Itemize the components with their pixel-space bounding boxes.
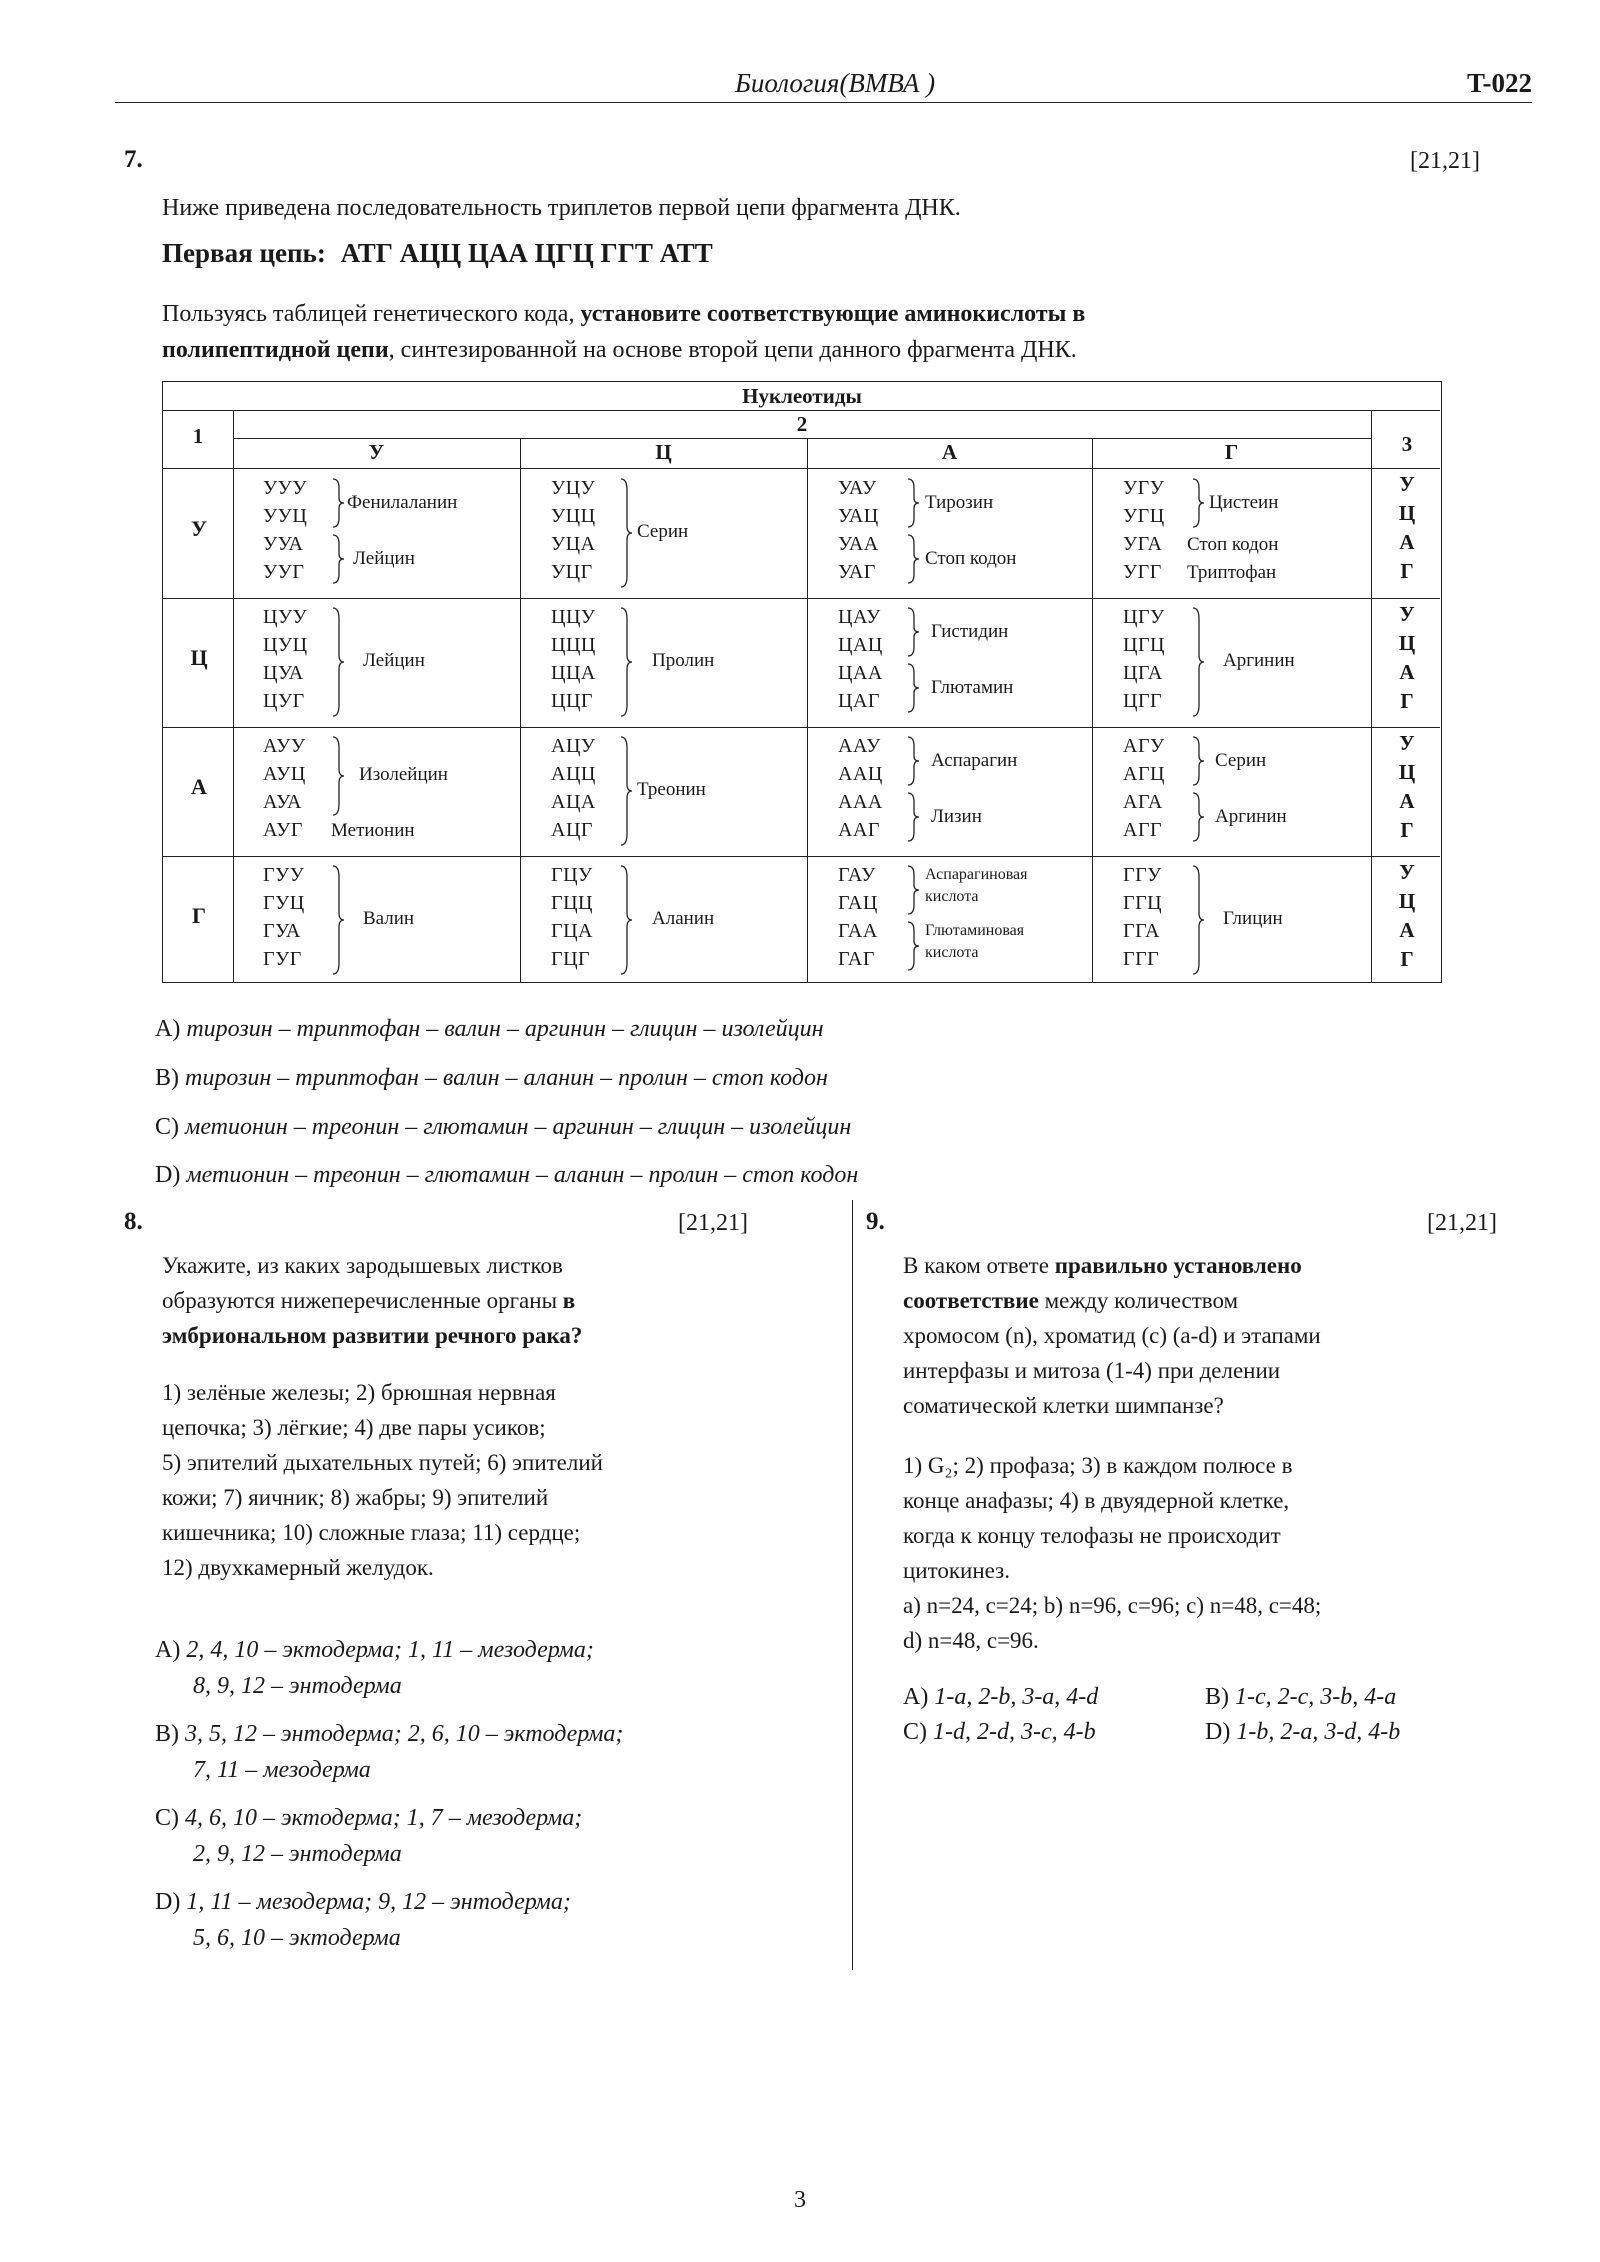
first-base-a: А [191, 774, 207, 799]
question-line: интерфазы и митоза (1-4) при делении [903, 1358, 1281, 1383]
question-bold: соответствие [903, 1288, 1039, 1313]
third-bases-row-g [1371, 858, 1443, 974]
codon: ААГ [838, 819, 880, 841]
brace-icon [906, 534, 920, 584]
codon-group [1123, 861, 1162, 973]
amino-acid: Стоп кодон [925, 548, 1017, 569]
option-label: A) [155, 1016, 181, 1042]
codon: АГУ [1123, 735, 1165, 757]
codon-group [1123, 603, 1165, 715]
third-bases-row-u [1371, 470, 1443, 586]
third-base: А [1399, 918, 1415, 942]
codon: ГГГ [1123, 948, 1160, 970]
amino-acid: Глицин [1223, 908, 1283, 929]
question-8-number: 8. [124, 1208, 143, 1235]
brace-icon [331, 478, 345, 528]
codon-group [263, 603, 308, 715]
list-line: когда к концу телофазы не происходит [903, 1523, 1281, 1548]
amino-acid: кислота [925, 888, 979, 905]
option-label: A) [155, 1637, 181, 1663]
brace-icon [331, 534, 345, 584]
codon: УЦЦ [551, 505, 596, 527]
question-line: Укажите, из каких зародышевых листков [162, 1253, 563, 1278]
codon: ЦУУ [263, 606, 308, 628]
codon: ЦУЦ [263, 634, 308, 656]
codon: ГУЦ [263, 892, 305, 914]
task-bold2: полипептидной цепи [162, 337, 389, 363]
amino-acid: Лейцин [353, 548, 415, 569]
q7-option-a[interactable] [155, 1016, 824, 1043]
option-label: B) [1205, 1684, 1229, 1710]
third-base: Ц [1398, 760, 1416, 784]
brace-icon [906, 921, 920, 971]
codon: УАЦ [838, 505, 879, 527]
brace-icon [906, 663, 920, 713]
list-line: 1) G₂; 2) профаза; 3) в каждом полюсе в [903, 1453, 1293, 1478]
codon: УУЦ [263, 505, 308, 527]
codon: ЦГА [1123, 662, 1163, 684]
codon-group [551, 474, 596, 586]
codon: АЦУ [551, 735, 596, 757]
codon: УГЦ [1123, 505, 1165, 527]
codon: ААЦ [838, 763, 883, 785]
question-bold-word: в [562, 1288, 576, 1313]
codon: ГЦУ [551, 864, 593, 886]
second-base-u: У [368, 440, 385, 464]
option-text: метионин – треонин – глютамин – аргинин – глицин – изолейцин [185, 1114, 852, 1140]
codon: ЦГГ [1123, 690, 1163, 712]
amino-acid: Метионин [331, 820, 415, 841]
codon: УАА [838, 533, 879, 555]
amino-acid: Пролин [652, 650, 715, 671]
codon: АГГ [1123, 819, 1163, 841]
codon: ГАГ [838, 948, 875, 970]
codon-group [551, 732, 596, 844]
amino-acid: Серин [637, 521, 689, 542]
amino-acid: Лизин [931, 806, 982, 827]
option-label: C) [155, 1114, 179, 1140]
codon-group [838, 861, 878, 973]
amino-acid: Аспарагин [931, 750, 1018, 771]
codon: ГГУ [1123, 864, 1162, 886]
table-title: Нуклеотиды [742, 384, 862, 408]
option-text: 1, 11 – мезодерма; 9, 12 – энтодерма; [186, 1889, 571, 1915]
codon: УЦУ [551, 477, 596, 499]
option-text: 5, 6, 10 – эктодерма [193, 1925, 401, 1951]
q8-option-b[interactable] [155, 1716, 623, 1788]
codon: ГУУ [263, 864, 305, 886]
third-base: У [1399, 472, 1415, 496]
codon-group [838, 603, 883, 715]
codon: ЦГЦ [1123, 634, 1165, 656]
q8-option-d[interactable] [155, 1884, 571, 1956]
option-label: B) [155, 1065, 179, 1091]
codon: АЦЦ [551, 763, 596, 785]
list-line: 1) зелёные железы; 2) брюшная нервная [162, 1380, 556, 1405]
page-number: 3 [794, 2187, 806, 2213]
question-line: хромосом (n), хроматид (c) (a-d) и этапами [903, 1323, 1321, 1348]
codon: УАУ [838, 477, 877, 499]
codon: УУГ [263, 561, 305, 583]
codon: ЦАГ [838, 690, 880, 712]
codon: УАГ [838, 561, 876, 583]
brace-icon [1191, 865, 1205, 975]
list-line: конце анафазы; 4) в двуядерной клетке, [903, 1488, 1290, 1513]
option-label: B) [155, 1721, 179, 1747]
codon: УГУ [1123, 477, 1165, 499]
option-label: C) [155, 1805, 179, 1831]
question-8-text [162, 1248, 582, 1353]
amino-acid: Изолейцин [359, 764, 448, 785]
third-base: Г [1400, 818, 1414, 842]
third-base: У [1399, 860, 1415, 884]
amino-acid: Гистидин [931, 621, 1009, 642]
question-7-number: 7. [124, 146, 143, 173]
third-base: А [1399, 530, 1415, 554]
question-line: эмбриональном развитии речного рака? [162, 1323, 583, 1348]
codon: ЦУГ [263, 690, 305, 712]
option-text: метионин – треонин – глютамин – аланин – пролин – стоп кодон [186, 1162, 859, 1188]
list-line: кожи; 7) яичник; 8) жабры; 9) эпителий [162, 1485, 549, 1510]
question-line: образуются нижеперечисленные органы [162, 1288, 558, 1313]
codon: УЦА [551, 533, 596, 555]
codon-group [838, 474, 879, 586]
codon: ЦАУ [838, 606, 881, 628]
option-text: 7, 11 – мезодерма [193, 1757, 371, 1783]
option-label: C) [903, 1719, 927, 1745]
list-line: кишечника; 10) сложные глаза; 11) сердце; [162, 1520, 581, 1545]
amino-acid: Валин [363, 908, 415, 929]
amino-acid: Цистеин [1209, 492, 1279, 513]
question-text: В каком ответе [903, 1253, 1055, 1278]
test-code: T-022 [1466, 68, 1532, 98]
page-header [115, 66, 1532, 103]
amino-acid: Тирозин [925, 492, 994, 513]
third-base: Г [1400, 947, 1414, 971]
codon: АГА [1123, 791, 1163, 813]
table-col-second: 2 [796, 412, 808, 436]
codon: АУА [263, 791, 302, 813]
codon: АЦГ [551, 819, 593, 841]
codon: ЦЦЦ [551, 634, 596, 656]
third-base: У [1399, 731, 1415, 755]
list-line: d) n=48, c=96. [903, 1628, 1039, 1653]
chain-sequence: АТГ АЦЦ ЦАА ЦГЦ ГГТ АТТ [340, 238, 713, 268]
codon-group [263, 474, 307, 586]
first-base-g: Г [192, 903, 206, 928]
column-divider [852, 1200, 853, 1970]
subject-title: Биология(ВМВА ) [735, 68, 936, 98]
option-label: D) [1205, 1719, 1231, 1745]
codon: УГА [1123, 533, 1163, 555]
brace-icon [1191, 478, 1205, 528]
chain-label: Первая цепь: [162, 238, 326, 268]
brace-icon [619, 865, 633, 975]
codon: ГАУ [838, 864, 876, 886]
third-base: Ц [1398, 501, 1416, 525]
codon: АЦА [551, 791, 596, 813]
amino-acid: Аланин [652, 908, 715, 929]
third-base: Г [1400, 559, 1414, 583]
amino-acid: кислота [925, 944, 979, 961]
brace-icon [906, 865, 920, 915]
brace-icon [1191, 792, 1205, 842]
genetic-code-table [162, 381, 1442, 983]
q7-option-c[interactable] [155, 1114, 851, 1141]
question-8-score: [21,21] [678, 1210, 748, 1236]
brace-icon [619, 736, 633, 846]
first-base-c: Ц [190, 645, 208, 670]
codon: ЦАА [838, 662, 883, 684]
question-bold: правильно установлено [1054, 1253, 1302, 1278]
question-7-task-line1 [162, 296, 1085, 333]
brace-icon [619, 478, 633, 588]
amino-acid: Триптофан [1187, 562, 1277, 583]
question-text: между количеством [1038, 1288, 1239, 1313]
q9-option-b[interactable] [1205, 1684, 1396, 1711]
option-label: D) [155, 1162, 181, 1188]
codon-group [263, 861, 305, 973]
question-line: соматической клетки шимпанзе? [903, 1393, 1224, 1418]
codon-group [263, 732, 306, 844]
brace-icon [1191, 607, 1205, 717]
codon: ЦАЦ [838, 634, 883, 656]
list-line: 12) двухкамерный желудок. [162, 1555, 434, 1580]
third-base: Ц [1398, 631, 1416, 655]
question-9-text [903, 1248, 1321, 1423]
list-line: цепочка; 3) лёгкие; 4) две пары усиков; [162, 1415, 546, 1440]
task-post: , синтезированной на основе второй цепи данного фрагмента ДНК. [388, 337, 1077, 363]
codon: УУА [263, 533, 304, 555]
list-line: цитокинез. [903, 1558, 1010, 1583]
brace-icon [331, 736, 345, 816]
second-base-a: А [941, 440, 958, 464]
option-text: 2, 9, 12 – энтодерма [193, 1841, 402, 1867]
amino-acid: Аспарагиновая [925, 866, 1028, 883]
codon: ГГА [1123, 920, 1160, 942]
option-text: тирозин – триптофан – валин – аланин – пролин – стоп кодон [185, 1065, 828, 1091]
amino-acid: Фенилаланин [347, 492, 458, 513]
option-text: 4, 6, 10 – эктодерма; 1, 7 – мезодерма; [185, 1805, 583, 1831]
brace-icon [619, 607, 633, 717]
third-bases-row-a [1371, 729, 1443, 845]
brace-icon [906, 736, 920, 786]
codon: ААА [838, 791, 883, 813]
option-text: 1-a, 2-b, 3-a, 4-d [934, 1684, 1099, 1710]
option-text: 1-d, 2-d, 3-c, 4-b [933, 1719, 1096, 1745]
option-text: 3, 5, 12 – энтодерма; 2, 6, 10 – эктодерма; [185, 1721, 624, 1747]
codon: ГАЦ [838, 892, 878, 914]
brace-icon [1191, 736, 1205, 786]
codon-group [1123, 732, 1165, 844]
table-col-third: 3 [1401, 432, 1413, 456]
codon: УУУ [263, 477, 307, 499]
brace-icon [906, 478, 920, 528]
question-7-score: [21,21] [1410, 148, 1480, 174]
codon: ЦЦА [551, 662, 596, 684]
codon: АУУ [263, 735, 306, 757]
third-base: Г [1400, 689, 1414, 713]
brace-icon [331, 865, 345, 975]
codon: ЦУА [263, 662, 304, 684]
codon: УЦГ [551, 561, 593, 583]
codon: УГГ [1123, 561, 1162, 583]
question-7-intro: Ниже приведена последовательность триплетов первой цепи фрагмента ДНК. [162, 195, 961, 221]
q8-option-c[interactable] [155, 1800, 582, 1872]
codon: АУГ [263, 819, 303, 841]
codon: АУЦ [263, 763, 306, 785]
codon: ГАА [838, 920, 878, 942]
q9-option-d[interactable] [1205, 1719, 1400, 1746]
amino-acid: Глютамин [931, 677, 1014, 698]
amino-acid: Серин [1215, 750, 1267, 771]
second-base-c: Ц [655, 440, 672, 464]
option-text: 1-b, 2-a, 3-d, 4-b [1236, 1719, 1401, 1745]
task-pre: Пользуясь таблицей генетического кода, [162, 301, 575, 327]
option-text: 8, 9, 12 – энтодерма [193, 1673, 402, 1699]
second-base-g: Г [1224, 440, 1239, 464]
amino-acid: Аргинин [1215, 806, 1287, 827]
amino-acid: Глютаминовая [925, 922, 1025, 939]
codon: ЦГУ [1123, 606, 1165, 628]
q9-option-a[interactable] [903, 1684, 1098, 1711]
codon: ЦЦГ [551, 690, 593, 712]
option-label: D) [155, 1889, 181, 1915]
codon: ГЦА [551, 920, 593, 942]
third-base: А [1399, 660, 1415, 684]
question-7-chain [162, 238, 721, 269]
codon: ГЦГ [551, 948, 591, 970]
third-base: А [1399, 789, 1415, 813]
third-bases-row-c [1371, 600, 1443, 716]
codon-group [1123, 474, 1165, 586]
brace-icon [906, 607, 920, 657]
amino-acid: Лейцин [363, 650, 425, 671]
codon-group [551, 861, 593, 973]
option-text: 1-c, 2-c, 3-b, 4-a [1235, 1684, 1397, 1710]
codon-group [838, 732, 883, 844]
question-9-list [903, 1448, 1321, 1658]
brace-icon [906, 792, 920, 842]
amino-acid: Треонин [637, 779, 706, 800]
codon: ЦЦУ [551, 606, 596, 628]
codon: ГЦЦ [551, 892, 593, 914]
list-line: a) n=24, c=24; b) n=96, c=96; c) n=48, c=48; [903, 1593, 1322, 1618]
q7-option-d[interactable] [155, 1162, 858, 1189]
q8-option-a[interactable] [155, 1632, 594, 1704]
question-9-number: 9. [866, 1208, 885, 1235]
table-col-first: 1 [192, 424, 204, 448]
codon: ГУГ [263, 948, 302, 970]
option-text: тирозин – триптофан – валин – аргинин – глицин – изолейцин [186, 1016, 824, 1042]
amino-acid: Аргинин [1223, 650, 1295, 671]
first-base-u: У [190, 516, 208, 541]
codon: ААУ [838, 735, 881, 757]
brace-icon [331, 607, 345, 717]
task-bold1: установите соответствующие аминокислоты в [580, 301, 1086, 327]
codon: ГГЦ [1123, 892, 1163, 914]
q9-option-c[interactable] [903, 1719, 1096, 1746]
amino-acid: Стоп кодон [1187, 534, 1279, 555]
q7-option-b[interactable] [155, 1065, 828, 1092]
question-8-list [162, 1375, 603, 1585]
third-base: У [1399, 602, 1415, 626]
question-7-task-line2 [162, 332, 1077, 369]
option-text: 2, 4, 10 – эктодерма; 1, 11 – мезодерма; [186, 1637, 594, 1663]
codon: ГУА [263, 920, 301, 942]
question-9-score: [21,21] [1427, 1210, 1497, 1236]
third-base: Ц [1398, 889, 1416, 913]
codon-group [551, 603, 596, 715]
option-label: A) [903, 1684, 929, 1710]
list-line: 5) эпителий дыхательных путей; 6) эпителий [162, 1450, 603, 1475]
codon: АГЦ [1123, 763, 1165, 785]
